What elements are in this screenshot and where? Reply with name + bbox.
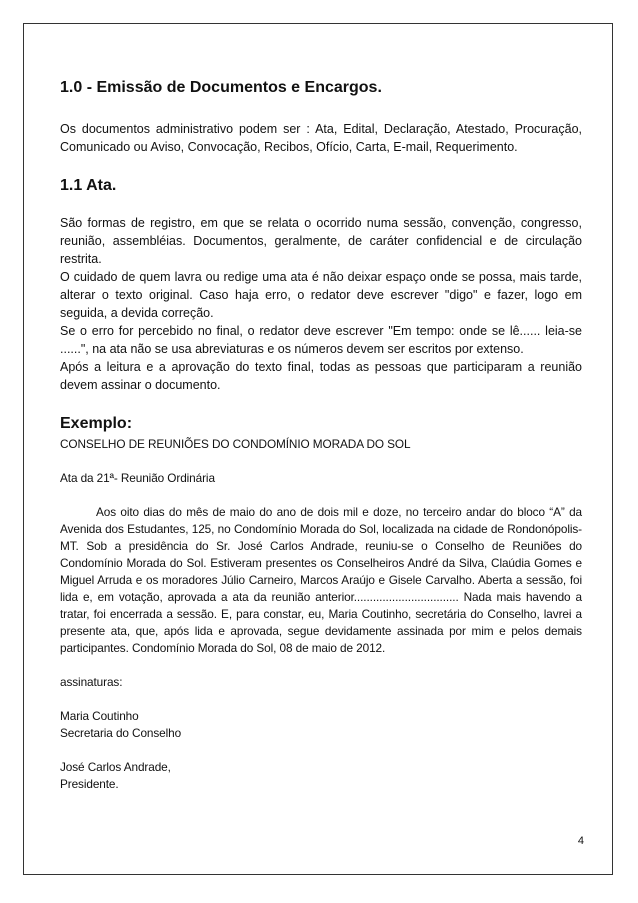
spacer — [60, 657, 582, 674]
ata-paragraph-3: Se o erro for percebido no final, o redator deve escrever "Em tempo: onde se lê...... leia-se ......", na ata não se usa abreviaturas e os números devem ser escritos por extenso. — [60, 324, 582, 356]
section-title: 1.0 - Emissão de Documentos e Encargos. — [60, 79, 382, 96]
document-content — [60, 78, 582, 793]
spacer — [60, 453, 582, 470]
ata-description — [60, 214, 582, 394]
ata-paragraph-1: São formas de registro, em que se relata o ocorrido numa sessão, convenção, congresso, reunião, assembléias. Documentos, geralmente, de caráter confidencial e de circulação restrita. — [60, 216, 582, 266]
signer-1-role: Secretaria do Conselho — [60, 726, 182, 740]
ata-paragraph-4: Após a leitura e a aprovação do texto final, todas as pessoas que participaram a reunião devem assinar o documento. — [60, 360, 582, 392]
ata-example-body: Aos oito dias do mês de maio do ano de dois mil e doze, no terceiro andar do bloco “A” da Avenida dos Estudantes, 125, no Condomínio Morada do Sol, localizada na cidade de Rondonópolis-MT. Sob a presidência do Sr. José Carlos Andrade, reuniu-se o Conselho de Reuniões do Condomínio Morada do Sol. Estiveram presentes os Conselheiros André da Silva, Claúdia Gomes e Miguel Arruda e os moradores Júlio Carneiro, Marcos Araújo e Gisele Carvalho. Aberta a sessão, foi lida e, em votação, aprovada a ata da reunião anterior................................. Nada mais havendo a tratar, foi encerrada a sessão. E, para constar, eu, Maria Coutinho, secretária do Conselho, lavrei a presente ata, que, após lida e aprovada, segue devidamente assinada por mim e pelos demais participantes. Condomínio Morada do Sol, 08 de maio de 2012. — [60, 505, 582, 655]
signer-1-name: Maria Coutinho — [60, 709, 139, 723]
page-number: 4 — [577, 835, 584, 847]
meeting-label: Ata da 21ª- Reunião Ordinária — [60, 471, 215, 485]
signer-2-role: Presidente. — [60, 777, 119, 791]
spacer — [60, 487, 582, 504]
signer-2-name: José Carlos Andrade, — [60, 760, 171, 774]
spacer — [60, 691, 582, 708]
signatures-label: assinaturas: — [60, 675, 123, 689]
intro-paragraph: Os documentos administrativo podem ser : Ata, Edital, Declaração, Atestado, Procuração, Comunicado ou Aviso, Convocação, Recibos, Ofício, Carta, E-mail, Requerimento. — [60, 122, 582, 154]
spacer — [60, 742, 582, 759]
example-heading: CONSELHO DE REUNIÕES DO CONDOMÍNIO MORADA DO SOL — [60, 437, 411, 451]
example-title: Exemplo: — [60, 415, 133, 432]
subsection-title: 1.1 Ata. — [60, 177, 117, 194]
ata-paragraph-2: O cuidado de quem lavra ou redige uma ata é não deixar espaço onde se possa, mais tarde, alterar o texto original. Caso haja erro, o redator deve escrever "digo" e fazer, logo em seguida, a devida correção. — [60, 270, 582, 320]
